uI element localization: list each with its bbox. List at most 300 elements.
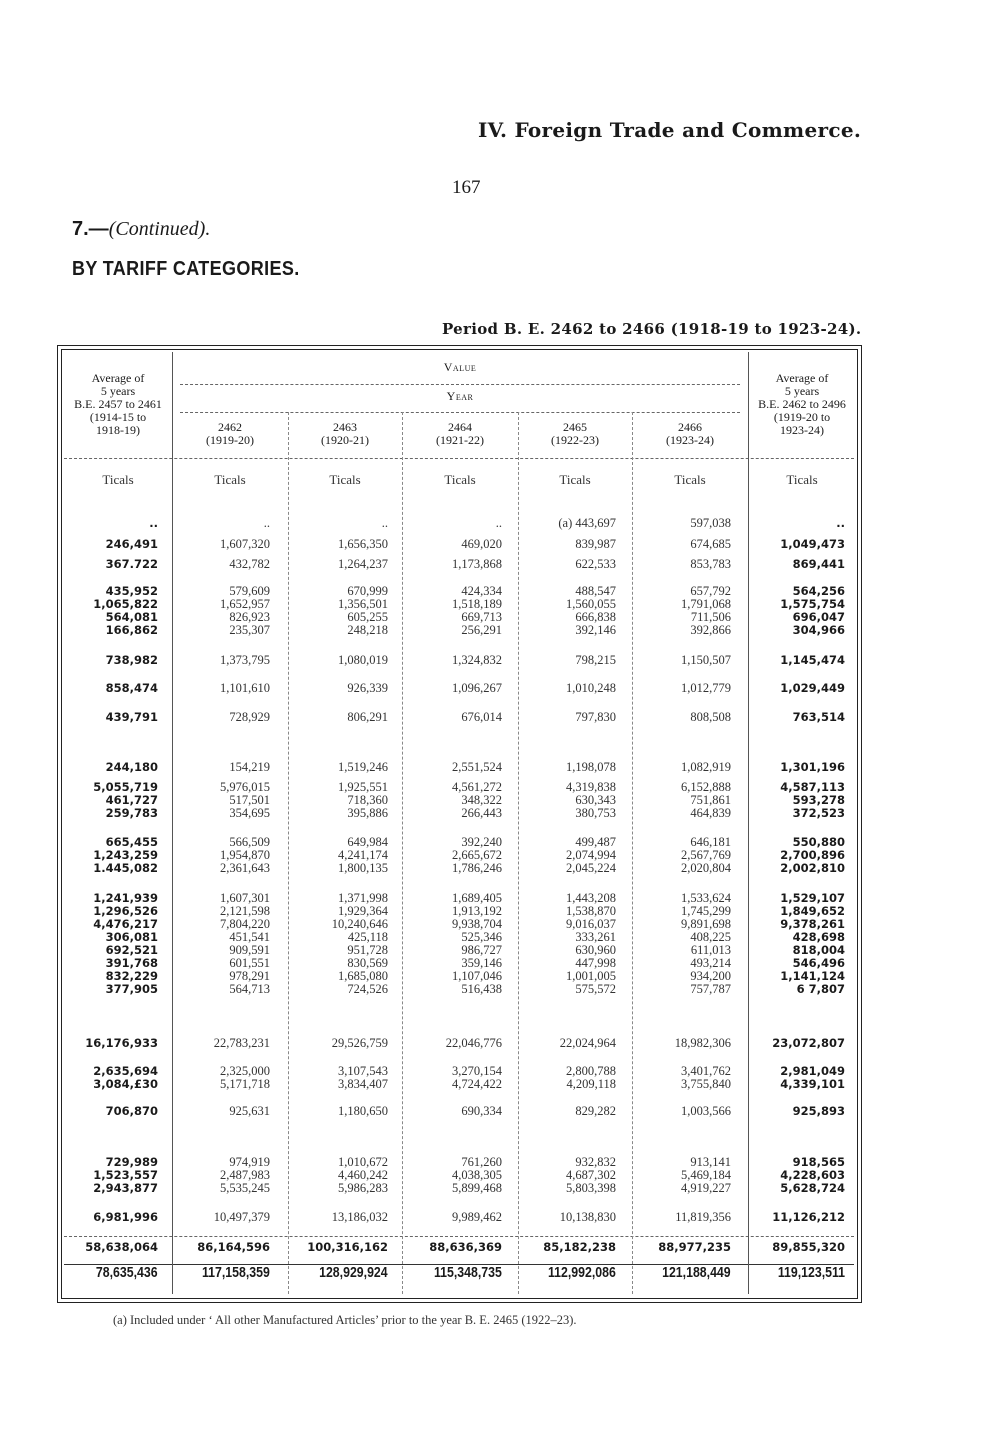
table-cell: 818,004 bbox=[792, 943, 845, 957]
table-cell: 408,225 bbox=[690, 930, 731, 944]
table-cell: 88,977,235 bbox=[658, 1240, 731, 1254]
table-cell: 392,146 bbox=[575, 623, 616, 637]
table-cell: 1,800,135 bbox=[338, 861, 388, 875]
table-cell: 4,209,118 bbox=[566, 1077, 616, 1091]
year-col-2 bbox=[288, 421, 402, 447]
table-cell: 4,339,101 bbox=[780, 1077, 845, 1091]
table-cell: 9,989,462 bbox=[452, 1210, 502, 1224]
table-cell: 1,301,196 bbox=[780, 760, 845, 774]
table-cell: 718,360 bbox=[347, 793, 388, 807]
running-title: IV. Foreign Trade and Commerce. bbox=[478, 118, 862, 142]
table-cell: 469,020 bbox=[461, 537, 502, 551]
table-cell: 4,724,422 bbox=[452, 1077, 502, 1091]
table-cell: 439,791 bbox=[105, 710, 158, 724]
table-cell: 2,325,000 bbox=[220, 1064, 270, 1078]
table-cell: 5,469,184 bbox=[681, 1168, 731, 1182]
table-cell: 1,012,779 bbox=[681, 681, 731, 695]
table-cell: 1,010,248 bbox=[566, 681, 616, 695]
table-cell: 246,491 bbox=[105, 537, 158, 551]
avg-next-line: (1919-20 to bbox=[773, 410, 831, 424]
table-cell: 1,049,473 bbox=[780, 537, 845, 551]
table-cell: 601,551 bbox=[229, 956, 270, 970]
table-cell: 89,855,320 bbox=[772, 1240, 845, 1254]
table-cell: 3,107,543 bbox=[338, 1064, 388, 1078]
table-cell: 2,665,672 bbox=[452, 848, 502, 862]
table-cell: 1,243,259 bbox=[93, 848, 158, 862]
table-cell: 909,591 bbox=[229, 943, 270, 957]
table-cell: 579,609 bbox=[229, 584, 270, 598]
table-cell: 978,291 bbox=[229, 969, 270, 983]
table-cell: 1,575,754 bbox=[780, 597, 845, 611]
table-cell: 4,476,217 bbox=[93, 917, 158, 931]
table-cell: .. bbox=[263, 516, 270, 530]
table-cell: 1,529,107 bbox=[780, 891, 845, 905]
table-cell: 761,260 bbox=[461, 1155, 502, 1169]
table-cell: 4,919,227 bbox=[681, 1181, 731, 1195]
table-cell: 1,791,068 bbox=[681, 597, 731, 611]
table-cell: 1,173,868 bbox=[452, 557, 502, 571]
table-cell: 2,635,694 bbox=[93, 1064, 158, 1078]
col-rule-4 bbox=[518, 412, 519, 1294]
unit-label: Ticals bbox=[786, 472, 818, 487]
table-cell: 593,278 bbox=[792, 793, 845, 807]
table-cell: 690,334 bbox=[461, 1104, 502, 1118]
table-cell: 546,496 bbox=[792, 956, 845, 970]
table-cell: 1,607,320 bbox=[220, 537, 270, 551]
table-cell: 1,913,192 bbox=[452, 904, 502, 918]
table-cell: 5,986,283 bbox=[338, 1181, 388, 1195]
table-cell: 649,984 bbox=[347, 835, 388, 849]
table-cell: 1,371,998 bbox=[338, 891, 388, 905]
table-cell: 830,569 bbox=[347, 956, 388, 970]
table-cell: 1,001,005 bbox=[566, 969, 616, 983]
table-cell: 1,786,246 bbox=[452, 861, 502, 875]
table-cell: 2,121,598 bbox=[220, 904, 270, 918]
table-cell: 380,753 bbox=[575, 806, 616, 820]
table-cell: 2,045,224 bbox=[566, 861, 616, 875]
table-cell: 918,565 bbox=[792, 1155, 845, 1169]
table-cell: 657,792 bbox=[690, 584, 731, 598]
table-cell: 611,013 bbox=[690, 943, 731, 957]
table-cell: 4,319,838 bbox=[566, 780, 616, 794]
table-cell: 493,214 bbox=[690, 956, 731, 970]
unit-label: Ticals bbox=[444, 472, 476, 487]
table-cell: 516,438 bbox=[461, 982, 502, 996]
avg-prev-line: B.E. 2457 to 2461 bbox=[74, 397, 162, 411]
table-cell: 372,523 bbox=[792, 806, 845, 820]
table-cell: 9,016,037 bbox=[566, 917, 616, 931]
year-col-4 bbox=[518, 421, 632, 447]
col-rule-5 bbox=[632, 412, 633, 1294]
table-cell: 666,838 bbox=[575, 610, 616, 624]
table-cell: 2,700,896 bbox=[780, 848, 845, 862]
table-cell: 724,526 bbox=[347, 982, 388, 996]
table-cell: 391,768 bbox=[105, 956, 158, 970]
table-cell: 354,695 bbox=[229, 806, 270, 820]
table-cell: 13,186,032 bbox=[331, 1210, 388, 1224]
table-cell: 23,072,807 bbox=[772, 1036, 845, 1050]
table-cell: 85,182,238 bbox=[543, 1240, 616, 1254]
table-cell: 2,567,769 bbox=[681, 848, 731, 862]
table-cell: 3,755,840 bbox=[681, 1077, 731, 1091]
table-cell: 235,307 bbox=[229, 623, 270, 637]
table-cell: 5,055,719 bbox=[93, 780, 158, 794]
table-cell: 78,635,436 bbox=[96, 1265, 158, 1281]
table-cell: 359,146 bbox=[461, 956, 502, 970]
table-cell: 1,925,551 bbox=[338, 780, 388, 794]
year-be: 2466 bbox=[678, 420, 702, 434]
table-cell: 1,538,870 bbox=[566, 904, 616, 918]
year-be: 2465 bbox=[563, 420, 587, 434]
unit-label: Ticals bbox=[329, 472, 361, 487]
table-cell: 6,152,888 bbox=[681, 780, 731, 794]
table-cell: 6,981,996 bbox=[93, 1210, 158, 1224]
table-cell: 696,047 bbox=[792, 610, 845, 624]
table-cell: 461,727 bbox=[105, 793, 158, 807]
table-cell: 117,158,359 bbox=[202, 1265, 270, 1281]
table-cell: 367.722 bbox=[105, 557, 158, 571]
table-cell: 10,138,830 bbox=[559, 1210, 616, 1224]
avg-next-line: Average of bbox=[775, 371, 829, 385]
table-cell: 670,999 bbox=[347, 584, 388, 598]
table-cell: 112,992,086 bbox=[548, 1265, 616, 1281]
table-cell: 428,698 bbox=[792, 930, 845, 944]
table-cell: 333,261 bbox=[575, 930, 616, 944]
table-cell: 306,081 bbox=[105, 930, 158, 944]
table-cell: 1,954,870 bbox=[220, 848, 270, 862]
table-cell: 115,348,735 bbox=[434, 1265, 502, 1281]
table-cell: 10,497,379 bbox=[213, 1210, 270, 1224]
avg-next-line: B.E. 2462 to 2496 bbox=[758, 397, 846, 411]
table-cell: 763,514 bbox=[792, 710, 845, 724]
table-cell: 4,228,603 bbox=[780, 1168, 845, 1182]
table-cell: 1,324,832 bbox=[452, 653, 502, 667]
avg-prev-line: 5 years bbox=[100, 384, 136, 398]
table-cell: 22,046,776 bbox=[445, 1036, 502, 1050]
table-cell: 2,020,804 bbox=[681, 861, 731, 875]
table-cell: 630,343 bbox=[575, 793, 616, 807]
unit-label: Ticals bbox=[102, 472, 134, 487]
year-col-5 bbox=[632, 421, 748, 447]
table-number: 7.— bbox=[72, 218, 109, 240]
table-cell: 86,164,596 bbox=[197, 1240, 270, 1254]
table-cell: 1,107,046 bbox=[452, 969, 502, 983]
table-cell: 1,652,957 bbox=[220, 597, 270, 611]
table-cell: 2,551,524 bbox=[452, 760, 502, 774]
table-cell: 447,998 bbox=[575, 956, 616, 970]
table-cell: 706,870 bbox=[105, 1104, 158, 1118]
table-cell: 432,782 bbox=[229, 557, 270, 571]
table-cell: 829,282 bbox=[575, 1104, 616, 1118]
table-cell: 1,689,405 bbox=[452, 891, 502, 905]
avg-prev-header bbox=[64, 372, 172, 437]
unit-label: Ticals bbox=[559, 472, 591, 487]
table-cell: .. bbox=[836, 516, 845, 530]
table-cell: 392,240 bbox=[461, 835, 502, 849]
table-cell: 1,180,650 bbox=[338, 1104, 388, 1118]
table-cell: 5,803,398 bbox=[566, 1181, 616, 1195]
table-cell: .. bbox=[149, 516, 158, 530]
table-cell: 932,832 bbox=[575, 1155, 616, 1169]
table-cell: 392,866 bbox=[690, 623, 731, 637]
table-cell: 4,687,302 bbox=[566, 1168, 616, 1182]
table-cell: 259,783 bbox=[105, 806, 158, 820]
table-cell: 808,508 bbox=[690, 710, 731, 724]
table-cell: 1,745,299 bbox=[681, 904, 731, 918]
value-header: Value bbox=[443, 360, 477, 374]
avg-next-line: 5 years bbox=[784, 384, 820, 398]
header-bottom-rule bbox=[64, 458, 854, 459]
table-cell: 665,455 bbox=[105, 835, 158, 849]
year-be: 2463 bbox=[333, 420, 357, 434]
table-cell: 4,038,305 bbox=[452, 1168, 502, 1182]
table-cell: 738,982 bbox=[105, 653, 158, 667]
table-cell: 7,804,220 bbox=[220, 917, 270, 931]
table-cell: 566,509 bbox=[229, 835, 270, 849]
table-cell: 10,240,646 bbox=[331, 917, 388, 931]
table-cell: 4,460,242 bbox=[338, 1168, 388, 1182]
table-cell: 974,919 bbox=[229, 1155, 270, 1169]
table-cell: 2,487,983 bbox=[220, 1168, 270, 1182]
table-cell: 2,981,049 bbox=[780, 1064, 845, 1078]
year-col-3 bbox=[402, 421, 518, 447]
table-cell: .. bbox=[495, 516, 502, 530]
table-cell: 119,123,511 bbox=[777, 1265, 845, 1281]
table-cell: 435,952 bbox=[105, 584, 158, 598]
table-cell: 839,987 bbox=[575, 537, 616, 551]
category-title: BY TARIFF CATEGORIES. bbox=[72, 258, 300, 280]
table-cell: 166,862 bbox=[105, 623, 158, 637]
table-cell: .. bbox=[381, 516, 388, 530]
table-cell: 1,849,652 bbox=[780, 904, 845, 918]
table-cell: 1,533,624 bbox=[681, 891, 731, 905]
table-cell: 499,487 bbox=[575, 835, 616, 849]
table-cell: 1,296,526 bbox=[93, 904, 158, 918]
table-cell: 1,929,364 bbox=[338, 904, 388, 918]
table-cell: 5,899,468 bbox=[452, 1181, 502, 1195]
year-ce: (1921-22) bbox=[436, 433, 484, 447]
table-cell: 1,443,208 bbox=[566, 891, 616, 905]
table-cell: 3,084,£30 bbox=[93, 1077, 158, 1091]
table-cell: 2,002,810 bbox=[780, 861, 845, 875]
table-cell: 1,373,795 bbox=[220, 653, 270, 667]
year-be: 2464 bbox=[448, 420, 472, 434]
table-cell: 395,886 bbox=[347, 806, 388, 820]
table-cell: 575,572 bbox=[575, 982, 616, 996]
table-cell: 3,834,407 bbox=[338, 1077, 388, 1091]
table-cell: 128,929,924 bbox=[319, 1265, 388, 1281]
table-cell: 121,188,449 bbox=[662, 1265, 731, 1281]
table-cell: 1,560,055 bbox=[566, 597, 616, 611]
table-cell: 669,713 bbox=[461, 610, 502, 624]
year-header: Year bbox=[446, 389, 474, 403]
table-cell: 304,966 bbox=[792, 623, 845, 637]
table-cell: 1,101,610 bbox=[220, 681, 270, 695]
table-cell: 266,443 bbox=[461, 806, 502, 820]
table-cell: 1,150,507 bbox=[681, 653, 731, 667]
table-cell: 4,561,272 bbox=[452, 780, 502, 794]
table-cell: 377,905 bbox=[105, 982, 158, 996]
total-rule-1 bbox=[64, 1236, 854, 1237]
table-cell: 22,024,964 bbox=[559, 1036, 616, 1050]
table-cell: 674,685 bbox=[690, 537, 731, 551]
table-cell: 869,441 bbox=[792, 557, 845, 571]
table-cell: 425,118 bbox=[347, 930, 388, 944]
table-cell: 2,943,877 bbox=[93, 1181, 158, 1195]
table-cell: 11,126,212 bbox=[772, 1210, 845, 1224]
table-cell: 858,474 bbox=[105, 681, 158, 695]
table-cell: 9,891,698 bbox=[681, 917, 731, 931]
table-cell: 853,783 bbox=[690, 557, 731, 571]
table-cell: 1,065,822 bbox=[93, 597, 158, 611]
col-rule-6 bbox=[748, 352, 749, 1294]
table-cell: 4,587,113 bbox=[780, 780, 845, 794]
table-cell: 1,356,501 bbox=[338, 597, 388, 611]
table-cell: 711,506 bbox=[690, 610, 731, 624]
avg-next-line: 1923-24) bbox=[780, 423, 824, 437]
table-cell: 348,322 bbox=[461, 793, 502, 807]
table-cell: 18,982,306 bbox=[674, 1036, 731, 1050]
table-cell: (a) 443,697 bbox=[558, 516, 616, 530]
table-cell: 676,014 bbox=[461, 710, 502, 724]
table-cell: 951,728 bbox=[347, 943, 388, 957]
unit-label: Ticals bbox=[214, 472, 246, 487]
year-ce: (1919-20) bbox=[206, 433, 254, 447]
table-cell: 926,339 bbox=[347, 681, 388, 695]
table-cell: 4,241,174 bbox=[338, 848, 388, 862]
table-cell: 1,518,189 bbox=[452, 597, 502, 611]
table-cell: 2,800,788 bbox=[566, 1064, 616, 1078]
table-cell: 5,628,724 bbox=[780, 1181, 845, 1195]
col-rule-3 bbox=[402, 412, 403, 1294]
table-cell: 244,180 bbox=[105, 760, 158, 774]
table-cell: 605,255 bbox=[347, 610, 388, 624]
table-cell: 256,291 bbox=[461, 623, 502, 637]
table-cell: 5,171,718 bbox=[220, 1077, 270, 1091]
table-cell: 1,607,301 bbox=[220, 891, 270, 905]
table-cell: 16,176,933 bbox=[85, 1036, 158, 1050]
table-cell: 3,270,154 bbox=[452, 1064, 502, 1078]
year-rule bbox=[180, 412, 740, 413]
table-cell: 9,938,704 bbox=[452, 917, 502, 931]
table-cell: 2,074,994 bbox=[566, 848, 616, 862]
table-cell: 986,727 bbox=[461, 943, 502, 957]
table-cell: 6 7,807 bbox=[796, 982, 845, 996]
table-cell: 29,526,759 bbox=[331, 1036, 388, 1050]
table-cell: 1,523,557 bbox=[93, 1168, 158, 1182]
table-cell: 925,893 bbox=[792, 1104, 845, 1118]
table-cell: 1,003,566 bbox=[681, 1104, 731, 1118]
table-cell: 729,989 bbox=[105, 1155, 158, 1169]
table-cell: 1,096,267 bbox=[452, 681, 502, 695]
col-rule-2 bbox=[288, 412, 289, 1294]
table-cell: 1,010,672 bbox=[338, 1155, 388, 1169]
table-cell: 5,976,015 bbox=[220, 780, 270, 794]
table-label bbox=[72, 218, 210, 241]
table-cell: 797,830 bbox=[575, 710, 616, 724]
table-cell: 1,145,474 bbox=[780, 653, 845, 667]
table-cell: 798,215 bbox=[575, 653, 616, 667]
table-cell: 692,521 bbox=[105, 943, 158, 957]
avg-prev-line: Average of bbox=[91, 371, 145, 385]
avg-prev-line: (1914-15 to bbox=[89, 410, 147, 424]
footnote: (a) Included under ‘ All other Manufactured Articles’ prior to the year B. E. 2465 (1922–23). bbox=[113, 1313, 577, 1327]
table-cell: 1,198,078 bbox=[566, 760, 616, 774]
value-rule bbox=[180, 384, 740, 385]
table-cell: 424,334 bbox=[461, 584, 502, 598]
table-cell: 451,541 bbox=[229, 930, 270, 944]
year-ce: (1922-23) bbox=[551, 433, 599, 447]
table-cell: 1,241,939 bbox=[93, 891, 158, 905]
table-cell: 3,401,762 bbox=[681, 1064, 731, 1078]
table-cell: 11,819,356 bbox=[675, 1210, 731, 1224]
table-cell: 1.445,082 bbox=[93, 861, 158, 875]
table-cell: 564,081 bbox=[105, 610, 158, 624]
table-cell: 2,361,643 bbox=[220, 861, 270, 875]
year-ce: (1923-24) bbox=[666, 433, 714, 447]
table-frame-inner bbox=[61, 349, 858, 1299]
table-cell: 1,141,124 bbox=[780, 969, 845, 983]
period-title: Period B. E. 2462 to 2466 (1918-19 to 1923-24). bbox=[442, 320, 862, 338]
table-cell: 154,219 bbox=[229, 760, 270, 774]
table-cell: 525,346 bbox=[461, 930, 502, 944]
table-cell: 934,200 bbox=[690, 969, 731, 983]
table-cell: 832,229 bbox=[105, 969, 158, 983]
table-cell: 1,656,350 bbox=[338, 537, 388, 551]
page-number: 167 bbox=[452, 177, 481, 198]
table-cell: 5,535,245 bbox=[220, 1181, 270, 1195]
table-cell: 826,923 bbox=[229, 610, 270, 624]
table-cell: 1,082,919 bbox=[681, 760, 731, 774]
table-cell: 517,501 bbox=[229, 793, 270, 807]
table-cell: 564,256 bbox=[792, 584, 845, 598]
table-cell: 757,787 bbox=[690, 982, 731, 996]
year-col-1 bbox=[172, 421, 288, 447]
unit-label: Ticals bbox=[674, 472, 706, 487]
year-ce: (1920-21) bbox=[321, 433, 369, 447]
table-cell: 1,264,237 bbox=[338, 557, 388, 571]
year-be: 2462 bbox=[218, 420, 242, 434]
table-cell: 597,038 bbox=[690, 516, 731, 530]
table-cell: 100,316,162 bbox=[307, 1240, 388, 1254]
table-cell: 9,378,261 bbox=[780, 917, 845, 931]
table-cell: 646,181 bbox=[690, 835, 731, 849]
table-cell: 1,029,449 bbox=[780, 681, 845, 695]
table-cell: 1,685,080 bbox=[338, 969, 388, 983]
table-cell: 1,080,019 bbox=[338, 653, 388, 667]
table-continued: (Continued). bbox=[108, 218, 211, 240]
avg-next-header bbox=[748, 372, 856, 437]
table-cell: 58,638,064 bbox=[85, 1240, 158, 1254]
table-cell: 622,533 bbox=[575, 557, 616, 571]
table-cell: 806,291 bbox=[347, 710, 388, 724]
table-cell: 751,861 bbox=[690, 793, 731, 807]
table-cell: 22,783,231 bbox=[213, 1036, 270, 1050]
table-cell: 550,880 bbox=[792, 835, 845, 849]
table-cell: 728,929 bbox=[229, 710, 270, 724]
table-cell: 564,713 bbox=[229, 982, 270, 996]
table-cell: 464,839 bbox=[690, 806, 731, 820]
table-cell: 913,141 bbox=[690, 1155, 731, 1169]
col-rule-1 bbox=[172, 352, 173, 1294]
table-cell: 630,960 bbox=[575, 943, 616, 957]
table-cell: 1,519,246 bbox=[338, 760, 388, 774]
avg-prev-line: 1918-19) bbox=[96, 423, 140, 437]
table-cell: 88,636,369 bbox=[429, 1240, 502, 1254]
table-cell: 248,218 bbox=[347, 623, 388, 637]
table-cell: 925,631 bbox=[229, 1104, 270, 1118]
table-cell: 488,547 bbox=[575, 584, 616, 598]
